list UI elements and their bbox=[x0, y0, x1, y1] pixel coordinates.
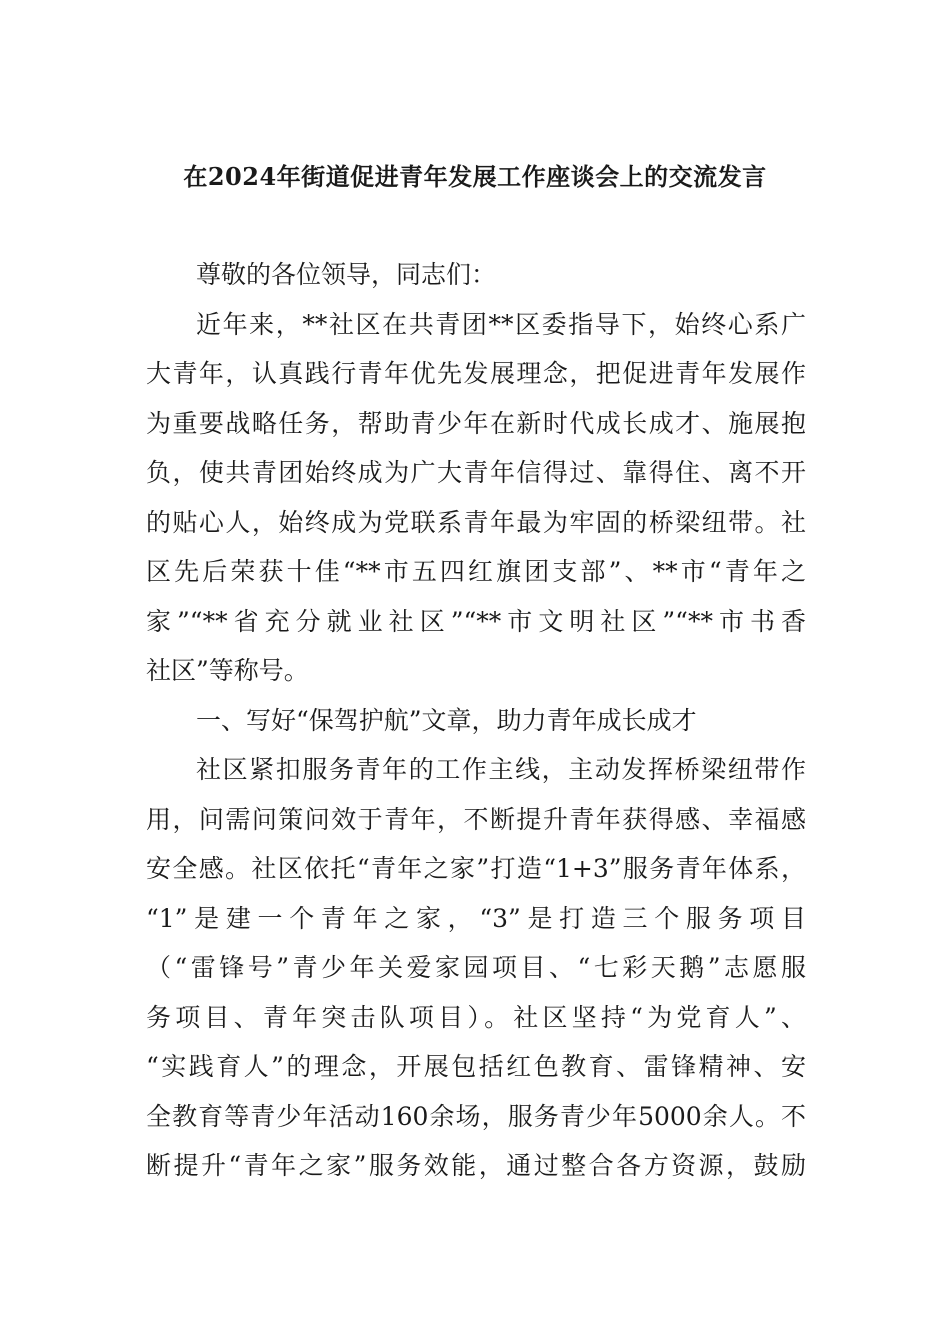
document-title: 在2024年街道促进青年发展工作座谈会上的交流发言 bbox=[183, 162, 767, 191]
paragraph-line: 大青年，认真践行青年优先发展理念，把促进青年发展作 bbox=[146, 359, 806, 388]
paragraph-line: 社区”等称号。 bbox=[146, 656, 309, 685]
section-heading: 一、写好“保驾护航”文章，助力青年成长成才 bbox=[196, 705, 697, 735]
paragraph-line: “1”是建一个青年之家，“3”是打造三个服务项目 bbox=[146, 903, 806, 933]
paragraph-line: （“雷锋号”青少年关爱家园项目、“七彩天鹅”志愿服 bbox=[146, 953, 806, 982]
paragraph-line: 务项目、青年突击队项目）。社区坚持“为党育人”、 bbox=[146, 1002, 806, 1032]
paragraph-line: 全教育等青少年活动160余场，服务青少年5000余人。不 bbox=[146, 1101, 806, 1131]
paragraph-line: 为重要战略任务，帮助青少年在新时代成长成才、施展抱 bbox=[146, 408, 806, 438]
document-body bbox=[146, 250, 806, 1191]
paragraph-line: 安全感。社区依托“青年之家”打造“1+3”服务青年体系， bbox=[146, 854, 806, 883]
paragraph-line: 负，使共青团始终成为广大青年信得过、靠得住、离不开 bbox=[146, 458, 806, 487]
paragraph-line: “实践育人”的理念，开展包括红色教育、雷锋精神、安 bbox=[146, 1052, 806, 1081]
paragraph-line: 家”“**省充分就业社区”“**市文明社区”“**市书香 bbox=[146, 606, 806, 636]
paragraph-line: 用，问需问策问效于青年，不断提升青年获得感、幸福感 bbox=[146, 804, 806, 834]
paragraph-line: 断提升“青年之家”服务效能，通过整合各方资源，鼓励 bbox=[146, 1151, 806, 1180]
paragraph-line: 近年来，**社区在共青团**区委指导下，始终心系广 bbox=[196, 309, 806, 339]
salutation-line: 尊敬的各位领导，同志们： bbox=[196, 260, 497, 289]
paragraph-line: 社区紧扣服务青年的工作主线，主动发挥桥梁纽带作 bbox=[196, 755, 806, 784]
paragraph-line: 的贴心人，始终成为党联系青年最为牢固的桥梁纽带。社 bbox=[146, 507, 806, 537]
paragraph-line: 区先后荣获十佳“**市五四红旗团支部”、**市“青年之 bbox=[146, 557, 806, 586]
